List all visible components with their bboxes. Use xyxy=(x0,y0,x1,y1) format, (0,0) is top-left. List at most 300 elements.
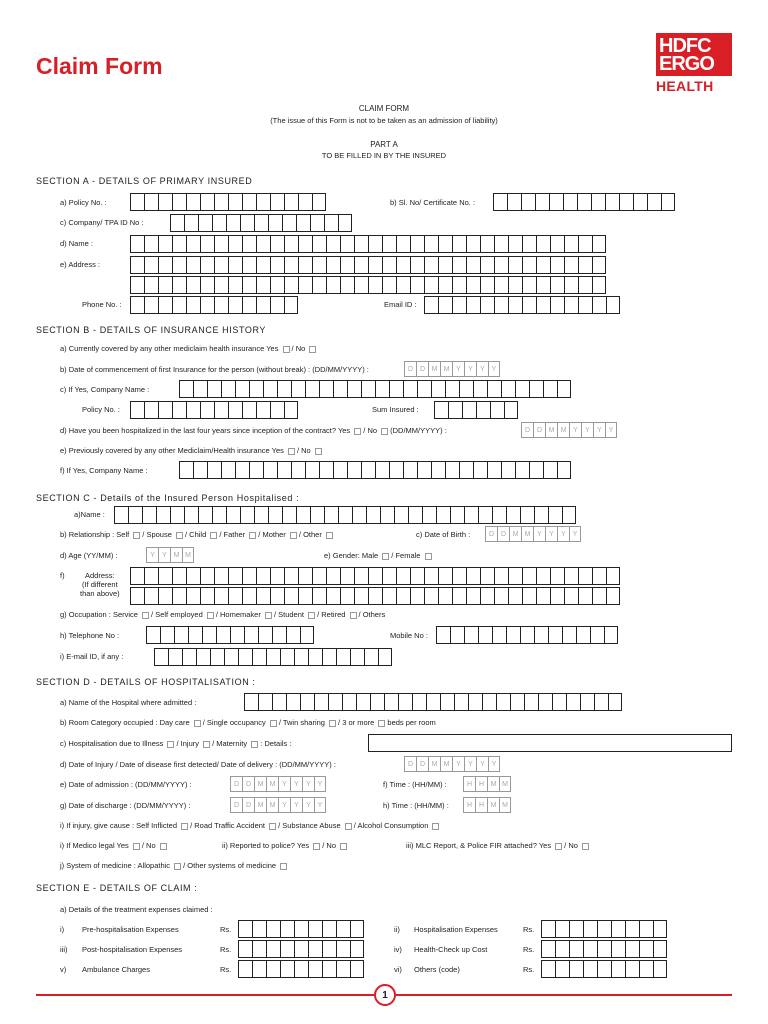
input-cell[interactable] xyxy=(501,461,515,479)
input-cell[interactable] xyxy=(541,960,555,978)
input-cell[interactable] xyxy=(557,461,571,479)
input-cell[interactable] xyxy=(280,960,294,978)
input-cell[interactable] xyxy=(577,193,591,211)
c-address-input-1[interactable] xyxy=(130,567,620,585)
input-cell[interactable] xyxy=(228,235,242,253)
input-cell[interactable] xyxy=(424,256,438,274)
input-cell[interactable] xyxy=(354,235,368,253)
input-cell[interactable] xyxy=(214,296,228,314)
input-cell[interactable] xyxy=(398,693,412,711)
input-cell[interactable] xyxy=(156,506,170,524)
b-f-company-input[interactable] xyxy=(179,461,571,479)
input-cell[interactable] xyxy=(179,461,193,479)
input-cell[interactable] xyxy=(130,276,144,294)
input-cell[interactable] xyxy=(158,235,172,253)
input-cell[interactable] xyxy=(508,296,522,314)
input-cell[interactable] xyxy=(333,461,347,479)
input-cell[interactable]: H xyxy=(463,776,475,792)
input-cell[interactable] xyxy=(396,276,410,294)
input-cell[interactable] xyxy=(214,587,228,605)
cause-alcohol-checkbox[interactable] xyxy=(432,823,439,830)
input-cell[interactable] xyxy=(130,401,144,419)
input-cell[interactable] xyxy=(130,587,144,605)
hospital-name-input[interactable] xyxy=(244,693,622,711)
input-cell[interactable] xyxy=(240,214,254,232)
input-cell[interactable] xyxy=(172,256,186,274)
input-cell[interactable] xyxy=(583,960,597,978)
input-cell[interactable] xyxy=(422,506,436,524)
input-cell[interactable] xyxy=(305,380,319,398)
input-cell[interactable] xyxy=(144,296,158,314)
input-cell[interactable]: Y xyxy=(476,756,488,772)
input-cell[interactable] xyxy=(130,193,144,211)
input-cell[interactable] xyxy=(308,648,322,666)
input-cell[interactable] xyxy=(284,401,298,419)
input-cell[interactable] xyxy=(238,648,252,666)
input-cell[interactable] xyxy=(583,920,597,938)
input-cell[interactable]: H xyxy=(475,797,487,813)
input-cell[interactable] xyxy=(382,567,396,585)
input-cell[interactable] xyxy=(459,380,473,398)
input-cell[interactable]: M xyxy=(440,361,452,377)
input-cell[interactable]: M xyxy=(266,776,278,792)
input-cell[interactable] xyxy=(277,461,291,479)
input-cell[interactable] xyxy=(249,461,263,479)
input-cell[interactable] xyxy=(272,693,286,711)
input-cell[interactable]: M xyxy=(170,547,182,563)
input-cell[interactable] xyxy=(296,506,310,524)
room-daycare-checkbox[interactable] xyxy=(194,720,201,727)
input-cell[interactable] xyxy=(158,193,172,211)
input-cell[interactable] xyxy=(431,380,445,398)
input-cell[interactable] xyxy=(408,506,422,524)
input-cell[interactable] xyxy=(412,693,426,711)
input-cell[interactable] xyxy=(266,960,280,978)
input-cell[interactable] xyxy=(252,920,266,938)
input-cell[interactable] xyxy=(580,693,594,711)
input-cell[interactable] xyxy=(480,256,494,274)
input-cell[interactable] xyxy=(436,626,450,644)
input-cell[interactable] xyxy=(493,193,507,211)
input-cell[interactable]: M xyxy=(509,526,521,542)
input-cell[interactable] xyxy=(506,506,520,524)
b-d-yes-checkbox[interactable] xyxy=(354,428,361,435)
input-cell[interactable] xyxy=(172,235,186,253)
input-cell[interactable] xyxy=(438,296,452,314)
input-cell[interactable] xyxy=(380,506,394,524)
input-cell[interactable] xyxy=(235,461,249,479)
input-cell[interactable] xyxy=(228,276,242,294)
input-cell[interactable]: M xyxy=(266,797,278,813)
input-cell[interactable]: Y xyxy=(569,422,581,438)
input-cell[interactable] xyxy=(284,235,298,253)
input-cell[interactable] xyxy=(555,920,569,938)
input-cell[interactable] xyxy=(130,235,144,253)
input-cell[interactable]: Y xyxy=(464,361,476,377)
input-cell[interactable] xyxy=(494,587,508,605)
input-cell[interactable] xyxy=(212,214,226,232)
input-cell[interactable] xyxy=(196,648,210,666)
other-medicine-checkbox[interactable] xyxy=(280,863,287,870)
input-cell[interactable] xyxy=(242,193,256,211)
input-cell[interactable] xyxy=(611,960,625,978)
input-cell[interactable] xyxy=(242,567,256,585)
b-b-date-input[interactable] xyxy=(404,361,500,377)
input-cell[interactable] xyxy=(494,235,508,253)
input-cell[interactable]: D xyxy=(416,756,428,772)
input-cell[interactable] xyxy=(424,587,438,605)
input-cell[interactable] xyxy=(541,940,555,958)
input-cell[interactable] xyxy=(494,567,508,585)
input-cell[interactable] xyxy=(562,506,576,524)
input-cell[interactable] xyxy=(625,920,639,938)
input-cell[interactable] xyxy=(591,193,605,211)
input-cell[interactable] xyxy=(508,567,522,585)
room-twin-checkbox[interactable] xyxy=(329,720,336,727)
input-cell[interactable] xyxy=(310,214,324,232)
input-cell[interactable]: D xyxy=(404,361,416,377)
input-cell[interactable] xyxy=(424,235,438,253)
input-cell[interactable] xyxy=(606,296,620,314)
input-cell[interactable] xyxy=(256,256,270,274)
input-cell[interactable]: D xyxy=(242,776,254,792)
input-cell[interactable] xyxy=(291,461,305,479)
input-cell[interactable] xyxy=(130,567,144,585)
input-cell[interactable] xyxy=(172,193,186,211)
input-cell[interactable] xyxy=(298,587,312,605)
input-cell[interactable] xyxy=(578,276,592,294)
input-cell[interactable] xyxy=(555,940,569,958)
input-cell[interactable] xyxy=(515,380,529,398)
input-cell[interactable] xyxy=(172,587,186,605)
input-cell[interactable] xyxy=(462,401,476,419)
input-cell[interactable] xyxy=(235,380,249,398)
input-cell[interactable]: D xyxy=(404,756,416,772)
input-cell[interactable] xyxy=(282,506,296,524)
c-name-input[interactable] xyxy=(114,506,576,524)
room-3ormore-checkbox[interactable] xyxy=(378,720,385,727)
input-cell[interactable] xyxy=(521,193,535,211)
input-cell[interactable] xyxy=(214,193,228,211)
input-cell[interactable] xyxy=(336,940,350,958)
input-cell[interactable]: M xyxy=(557,422,569,438)
input-cell[interactable] xyxy=(350,960,364,978)
input-cell[interactable] xyxy=(410,256,424,274)
input-cell[interactable] xyxy=(284,587,298,605)
input-cell[interactable]: Y xyxy=(158,547,170,563)
input-cell[interactable] xyxy=(473,461,487,479)
input-cell[interactable] xyxy=(653,920,667,938)
input-cell[interactable]: Y xyxy=(452,756,464,772)
input-cell[interactable]: H xyxy=(463,797,475,813)
input-cell[interactable] xyxy=(310,506,324,524)
dob-input[interactable] xyxy=(485,526,581,542)
input-cell[interactable] xyxy=(480,567,494,585)
input-cell[interactable] xyxy=(228,401,242,419)
input-cell[interactable] xyxy=(403,380,417,398)
input-cell[interactable] xyxy=(578,567,592,585)
input-cell[interactable] xyxy=(142,506,156,524)
input-cell[interactable] xyxy=(557,380,571,398)
input-cell[interactable] xyxy=(347,380,361,398)
cause-rta-checkbox[interactable] xyxy=(269,823,276,830)
input-cell[interactable] xyxy=(536,587,550,605)
input-cell[interactable] xyxy=(328,693,342,711)
input-cell[interactable]: Y xyxy=(146,547,158,563)
input-cell[interactable] xyxy=(564,587,578,605)
input-cell[interactable] xyxy=(244,626,258,644)
age-input[interactable] xyxy=(146,547,194,563)
input-cell[interactable] xyxy=(284,296,298,314)
input-cell[interactable] xyxy=(144,401,158,419)
input-cell[interactable] xyxy=(214,256,228,274)
input-cell[interactable] xyxy=(240,506,254,524)
input-cell[interactable] xyxy=(550,296,564,314)
input-cell[interactable] xyxy=(130,296,144,314)
input-cell[interactable] xyxy=(548,626,562,644)
input-cell[interactable]: D xyxy=(497,526,509,542)
input-cell[interactable] xyxy=(263,380,277,398)
input-cell[interactable] xyxy=(308,920,322,938)
input-cell[interactable] xyxy=(464,506,478,524)
input-cell[interactable] xyxy=(144,587,158,605)
input-cell[interactable] xyxy=(410,276,424,294)
input-cell[interactable] xyxy=(308,940,322,958)
input-cell[interactable] xyxy=(368,587,382,605)
police-yes-checkbox[interactable] xyxy=(313,843,320,850)
input-cell[interactable] xyxy=(186,193,200,211)
input-cell[interactable] xyxy=(625,940,639,958)
input-cell[interactable] xyxy=(522,587,536,605)
post-hosp-input[interactable] xyxy=(238,940,364,958)
input-cell[interactable] xyxy=(294,960,308,978)
input-cell[interactable] xyxy=(534,506,548,524)
input-cell[interactable] xyxy=(238,920,252,938)
health-check-input[interactable] xyxy=(541,940,667,958)
input-cell[interactable] xyxy=(249,380,263,398)
input-cell[interactable] xyxy=(182,648,196,666)
input-cell[interactable] xyxy=(417,461,431,479)
input-cell[interactable] xyxy=(543,461,557,479)
input-cell[interactable]: D xyxy=(485,526,497,542)
input-cell[interactable] xyxy=(653,940,667,958)
input-cell[interactable] xyxy=(508,235,522,253)
input-cell[interactable] xyxy=(228,256,242,274)
input-cell[interactable] xyxy=(536,296,550,314)
input-cell[interactable] xyxy=(158,256,172,274)
mlc-yes-checkbox[interactable] xyxy=(555,843,562,850)
input-cell[interactable] xyxy=(529,380,543,398)
input-cell[interactable] xyxy=(608,693,622,711)
input-cell[interactable] xyxy=(611,940,625,958)
input-cell[interactable] xyxy=(144,193,158,211)
input-cell[interactable] xyxy=(242,256,256,274)
input-cell[interactable] xyxy=(198,506,212,524)
input-cell[interactable] xyxy=(221,380,235,398)
input-cell[interactable] xyxy=(146,626,160,644)
input-cell[interactable] xyxy=(368,235,382,253)
company-input[interactable] xyxy=(170,214,352,232)
input-cell[interactable]: Y xyxy=(581,422,593,438)
input-cell[interactable] xyxy=(228,296,242,314)
input-cell[interactable]: Y xyxy=(557,526,569,542)
b-a-no-checkbox[interactable] xyxy=(309,346,316,353)
input-cell[interactable]: Y xyxy=(302,776,314,792)
input-cell[interactable] xyxy=(597,960,611,978)
input-cell[interactable]: Y xyxy=(314,797,326,813)
input-cell[interactable] xyxy=(242,296,256,314)
input-cell[interactable] xyxy=(382,276,396,294)
sl-no-input[interactable] xyxy=(493,193,675,211)
input-cell[interactable] xyxy=(522,296,536,314)
input-cell[interactable] xyxy=(268,214,282,232)
input-cell[interactable]: M xyxy=(521,526,533,542)
phone-input[interactable] xyxy=(130,296,298,314)
input-cell[interactable] xyxy=(375,380,389,398)
input-cell[interactable] xyxy=(466,567,480,585)
input-cell[interactable] xyxy=(543,380,557,398)
input-cell[interactable] xyxy=(286,693,300,711)
input-cell[interactable]: Y xyxy=(488,756,500,772)
input-cell[interactable] xyxy=(510,693,524,711)
input-cell[interactable] xyxy=(198,214,212,232)
input-cell[interactable] xyxy=(193,461,207,479)
input-cell[interactable] xyxy=(277,380,291,398)
input-cell[interactable] xyxy=(549,193,563,211)
input-cell[interactable] xyxy=(319,380,333,398)
input-cell[interactable] xyxy=(611,920,625,938)
input-cell[interactable] xyxy=(200,587,214,605)
input-cell[interactable]: Y xyxy=(545,526,557,542)
input-cell[interactable] xyxy=(417,380,431,398)
occ-service-checkbox[interactable] xyxy=(142,612,149,619)
input-cell[interactable] xyxy=(550,276,564,294)
input-cell[interactable] xyxy=(266,940,280,958)
input-cell[interactable] xyxy=(270,296,284,314)
name-input[interactable] xyxy=(130,235,606,253)
input-cell[interactable]: D xyxy=(416,361,428,377)
address-input-2[interactable] xyxy=(130,276,606,294)
input-cell[interactable] xyxy=(452,296,466,314)
input-cell[interactable] xyxy=(347,461,361,479)
input-cell[interactable] xyxy=(536,256,550,274)
input-cell[interactable] xyxy=(454,693,468,711)
b-sum-input[interactable] xyxy=(434,401,518,419)
input-cell[interactable]: Y xyxy=(593,422,605,438)
input-cell[interactable] xyxy=(606,587,620,605)
input-cell[interactable] xyxy=(562,626,576,644)
rel-father-checkbox[interactable] xyxy=(249,532,256,539)
input-cell[interactable] xyxy=(158,567,172,585)
input-cell[interactable] xyxy=(550,587,564,605)
input-cell[interactable] xyxy=(445,380,459,398)
input-cell[interactable] xyxy=(490,401,504,419)
input-cell[interactable] xyxy=(294,648,308,666)
input-cell[interactable] xyxy=(256,401,270,419)
hosp-exp-input[interactable] xyxy=(541,920,667,938)
input-cell[interactable] xyxy=(184,214,198,232)
input-cell[interactable] xyxy=(389,461,403,479)
input-cell[interactable] xyxy=(564,296,578,314)
input-cell[interactable] xyxy=(529,461,543,479)
input-cell[interactable] xyxy=(382,235,396,253)
input-cell[interactable] xyxy=(228,567,242,585)
input-cell[interactable] xyxy=(280,648,294,666)
input-cell[interactable] xyxy=(256,587,270,605)
b-e-yes-checkbox[interactable] xyxy=(288,448,295,455)
input-cell[interactable] xyxy=(578,256,592,274)
input-cell[interactable] xyxy=(128,506,142,524)
input-cell[interactable] xyxy=(312,276,326,294)
input-cell[interactable] xyxy=(550,235,564,253)
input-cell[interactable] xyxy=(550,567,564,585)
input-cell[interactable] xyxy=(186,401,200,419)
input-cell[interactable]: D xyxy=(230,797,242,813)
input-cell[interactable] xyxy=(212,506,226,524)
input-cell[interactable] xyxy=(639,920,653,938)
input-cell[interactable] xyxy=(578,296,592,314)
input-cell[interactable] xyxy=(298,256,312,274)
input-cell[interactable] xyxy=(226,506,240,524)
input-cell[interactable] xyxy=(448,401,462,419)
input-cell[interactable] xyxy=(487,461,501,479)
telephone-input[interactable] xyxy=(146,626,314,644)
input-cell[interactable] xyxy=(338,214,352,232)
rel-other-checkbox[interactable] xyxy=(326,532,333,539)
input-cell[interactable] xyxy=(200,567,214,585)
rel-spouse-checkbox[interactable] xyxy=(176,532,183,539)
input-cell[interactable] xyxy=(604,626,618,644)
b-d-no-checkbox[interactable] xyxy=(381,428,388,435)
input-cell[interactable] xyxy=(535,193,549,211)
input-cell[interactable] xyxy=(158,587,172,605)
input-cell[interactable] xyxy=(214,401,228,419)
input-cell[interactable] xyxy=(538,693,552,711)
policy-no-input[interactable] xyxy=(130,193,326,211)
input-cell[interactable]: M xyxy=(428,361,440,377)
input-cell[interactable] xyxy=(207,461,221,479)
input-cell[interactable] xyxy=(370,693,384,711)
input-cell[interactable] xyxy=(583,940,597,958)
input-cell[interactable] xyxy=(522,235,536,253)
mlc-no-checkbox[interactable] xyxy=(582,843,589,850)
input-cell[interactable] xyxy=(350,920,364,938)
input-cell[interactable] xyxy=(487,380,501,398)
input-cell[interactable] xyxy=(592,567,606,585)
input-cell[interactable] xyxy=(312,235,326,253)
input-cell[interactable] xyxy=(653,960,667,978)
input-cell[interactable] xyxy=(272,626,286,644)
input-cell[interactable] xyxy=(319,461,333,479)
input-cell[interactable] xyxy=(592,256,606,274)
input-cell[interactable] xyxy=(480,296,494,314)
input-cell[interactable] xyxy=(440,693,454,711)
input-cell[interactable] xyxy=(158,276,172,294)
input-cell[interactable] xyxy=(452,587,466,605)
input-cell[interactable] xyxy=(186,235,200,253)
input-cell[interactable]: D xyxy=(230,776,242,792)
input-cell[interactable]: M xyxy=(440,756,452,772)
input-cell[interactable] xyxy=(536,567,550,585)
input-cell[interactable] xyxy=(480,276,494,294)
input-cell[interactable] xyxy=(305,461,319,479)
input-cell[interactable] xyxy=(294,920,308,938)
input-cell[interactable] xyxy=(322,960,336,978)
input-cell[interactable] xyxy=(270,235,284,253)
rel-child-checkbox[interactable] xyxy=(210,532,217,539)
input-cell[interactable] xyxy=(450,506,464,524)
input-cell[interactable] xyxy=(639,940,653,958)
